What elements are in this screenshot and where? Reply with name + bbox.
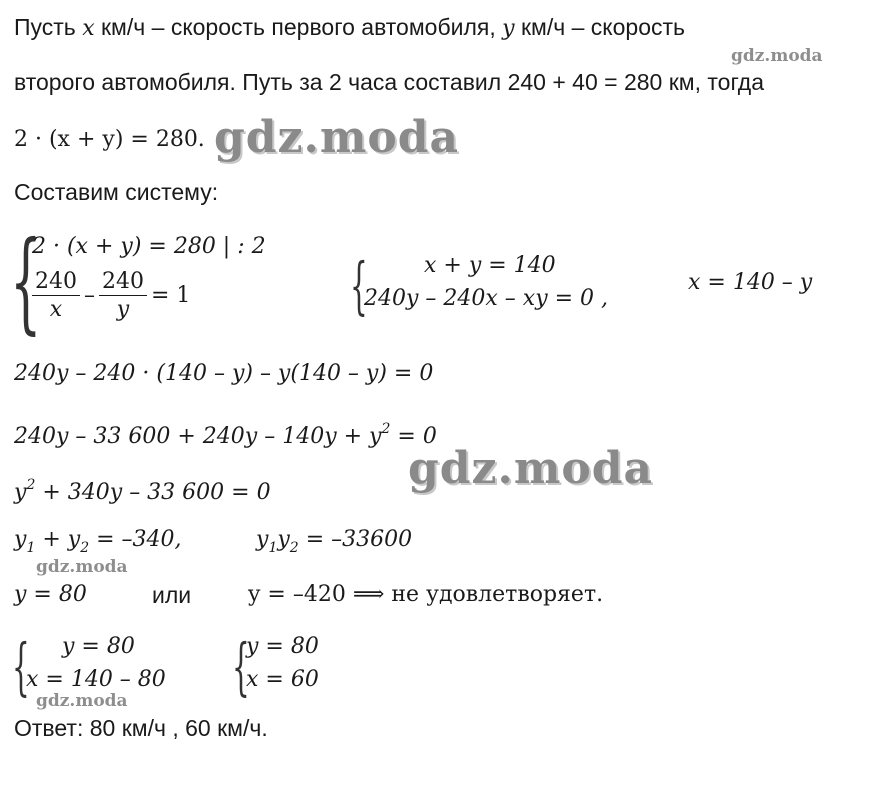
minus-sign: – <box>84 283 95 308</box>
intro-text-b: км/ч – скорость первого автомобиля, <box>94 14 503 40</box>
compose-label: Составим систему: <box>14 179 219 205</box>
intro-line-1 <box>14 12 685 44</box>
sum-value: = –340, <box>89 527 182 552</box>
root-2: y = –420 ⟹ не удовлетворяет. <box>248 582 604 607</box>
system2-row1: x + y = 140 <box>424 253 556 278</box>
or-word: или <box>152 582 192 608</box>
system2-brace: { <box>350 249 368 322</box>
intro-text-c: км/ч – скорость <box>514 14 686 40</box>
index-2: 2 <box>289 540 299 556</box>
watermark-small-3: gdz.moda <box>36 691 128 711</box>
equation-3-var: y <box>14 480 27 505</box>
equation-1: 240y – 240 · (140 – y) – y(140 – y) = 0 <box>14 361 434 386</box>
equation-2 <box>14 414 437 452</box>
answer: Ответ: 80 км/ч , 60 км/ч. <box>14 715 268 741</box>
vieta-product <box>256 525 412 563</box>
root-1: y = 80 <box>14 582 87 607</box>
system3-brace: { <box>12 630 30 703</box>
system4-row1: y = 80 <box>246 634 319 659</box>
equation-2-left: 240y – 33 600 + 240y – 140y + y <box>14 424 382 449</box>
fraction-denominator: x <box>49 296 63 322</box>
index-1: 1 <box>268 540 278 556</box>
product-value: = –33600 <box>298 527 413 552</box>
system4-row2: x = 60 <box>246 667 319 692</box>
fraction-240-over-y <box>99 269 147 324</box>
system1-brace: { <box>10 217 42 345</box>
intro-line-3: 2 · (x + y) = 280. <box>14 127 205 152</box>
fraction-denominator: y <box>116 296 130 322</box>
system1-row2 <box>28 268 190 324</box>
exponent: 2 <box>26 477 36 493</box>
watermark-small-1: gdz.moda <box>731 46 823 66</box>
equation-3 <box>14 470 271 508</box>
equation-3-rest: + 340y – 33 600 = 0 <box>35 480 271 505</box>
index-2: 2 <box>80 540 90 556</box>
y-var: y <box>277 527 290 552</box>
watermark-large-1: gdz.moda <box>214 112 460 163</box>
system1-row1: 2 · (x + y) = 280 | : 2 <box>32 234 266 259</box>
fraction-numerator: 240 <box>99 269 147 296</box>
index-1: 1 <box>26 540 36 556</box>
system3-row2: x = 140 – 80 <box>26 667 166 692</box>
express-x: x = 140 – y <box>688 270 813 295</box>
plus-y: + y <box>35 527 81 552</box>
intro-text-a: Пусть <box>14 14 83 40</box>
exponent: 2 <box>381 421 391 437</box>
watermark-large-2: gdz.moda <box>408 443 654 494</box>
system3-row1: y = 80 <box>62 634 135 659</box>
system4-brace: { <box>232 630 250 703</box>
equation-2-right: = 0 <box>390 424 437 449</box>
fraction-numerator: 240 <box>32 269 80 296</box>
y-var: y <box>14 527 27 552</box>
var-x: x <box>82 16 95 41</box>
intro-line-2: второго автомобиля. Путь за 2 часа составил 240 + 40 = 280 км, тогда <box>14 69 765 95</box>
system2-row2: 240y – 240x – xy = 0 , <box>364 286 609 311</box>
equals-one: = 1 <box>151 283 191 308</box>
watermark-small-2: gdz.moda <box>36 557 128 577</box>
var-y: y <box>502 16 515 41</box>
y-var: y <box>256 527 269 552</box>
fraction-240-over-x <box>32 269 80 324</box>
